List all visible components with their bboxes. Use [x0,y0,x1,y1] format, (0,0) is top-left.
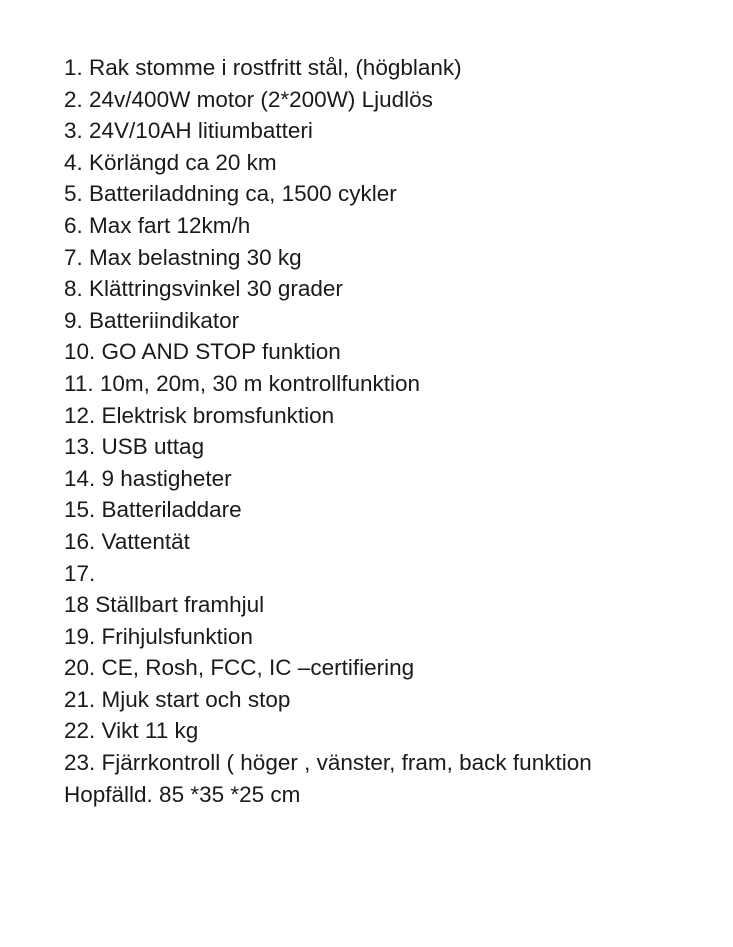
spec-line-3: 3. 24V/10AH litiumbatteri [64,118,313,144]
spec-line-8: 8. Klättringsvinkel 30 grader [64,276,343,302]
spec-line-9: 9. Batteriindikator [64,307,240,333]
spec-line-19: 19. Frihjulsfunktion [64,623,253,649]
spec-line-18: 18 Ställbart framhjul [64,592,265,618]
spec-line-22: 22. Vikt 11 kg [64,718,199,744]
spec-line-12: 12. Elektrisk bromsfunktion [64,402,335,428]
spec-line-6: 6. Max fart 12km/h [64,212,251,238]
spec-line-21: 21. Mjuk start och stop [64,686,291,712]
spec-line-16: 16. Vattentät [64,528,190,554]
spec-line-15: 15. Batteriladdare [64,497,242,523]
spec-line-4: 4. Körlängd ca 20 km [64,149,277,175]
spec-line-11: 11. 10m, 20m, 30 m kontrollfunktion [64,370,421,396]
spec-line-17: 17. [64,560,96,586]
spec-line-2: 2. 24v/400W motor (2*200W) Ljudlös [64,86,433,112]
spec-line-14: 14. 9 hastigheter [64,465,232,491]
folded-dimensions-line: Hopfälld. 85 *35 *25 cm [64,781,301,807]
spec-line-23: 23. Fjärrkontroll ( höger , vänster, fram, back funktion [64,750,592,776]
spec-line-5: 5. Batteriladdning ca, 1500 cykler [64,181,397,207]
spec-line-7: 7. Max belastning 30 kg [64,244,302,270]
spec-list [64,52,592,810]
spec-line-1: 1. Rak stomme i rostfritt stål, (högblank) [64,55,462,80]
spec-line-13: 13. USB uttag [64,434,205,460]
spec-line-20: 20. CE, Rosh, FCC, IC –certifiering [64,655,415,681]
spec-line-10: 10. GO AND STOP funktion [64,339,341,365]
